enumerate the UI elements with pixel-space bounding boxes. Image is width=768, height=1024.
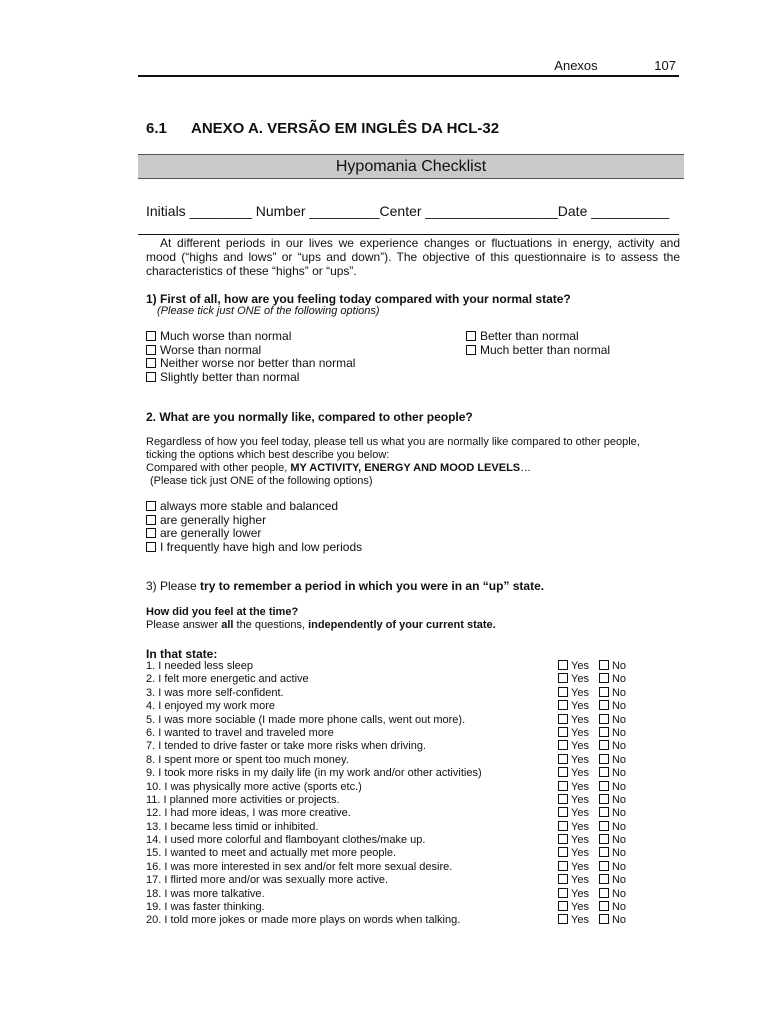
yes-no-options (558, 687, 626, 700)
yes-no-options (558, 861, 626, 874)
q2-instruction: (Please tick just ONE of the following options) (150, 475, 373, 487)
yes-checkbox[interactable] (558, 700, 568, 710)
yes-no-options (558, 740, 626, 753)
yes-checkbox[interactable] (558, 767, 568, 777)
checkbox[interactable] (146, 331, 156, 341)
no-label: No (611, 673, 627, 686)
q1-option[interactable]: Worse than normal (146, 344, 355, 358)
no-checkbox[interactable] (599, 781, 609, 791)
no-label: No (611, 660, 627, 672)
no-label: No (611, 847, 627, 860)
yes-no-options (558, 807, 626, 820)
checkbox[interactable] (146, 515, 156, 525)
no-label: No (611, 726, 627, 739)
no-checkbox[interactable] (599, 740, 609, 750)
q3-how: How did you feel at the time? (146, 606, 299, 618)
q3-question: 3) Please try to remember a period in which you were in an “up” state. (146, 579, 545, 593)
yes-label: Yes (571, 820, 589, 833)
checkbox[interactable] (146, 501, 156, 511)
yes-no-options (558, 714, 626, 727)
fields-rule (138, 234, 679, 235)
q1-option[interactable]: Neither worse nor better than normal (146, 357, 355, 371)
checklist-item-text: 7. I tended to drive faster or take more risks when driving. (146, 740, 427, 753)
no-checkbox[interactable] (599, 807, 609, 817)
no-label: No (611, 874, 627, 887)
yes-label: Yes (571, 713, 589, 726)
q2-option[interactable]: I frequently have high and low periods (146, 541, 362, 555)
checklist-item-text: 1. I needed less sleep (146, 660, 254, 672)
yes-checkbox[interactable] (558, 673, 568, 683)
checkbox[interactable] (466, 331, 476, 341)
no-checkbox[interactable] (599, 861, 609, 871)
no-checkbox[interactable] (599, 700, 609, 710)
identification-fields: Initials ________ Number _________Center _________________Date __________ (146, 203, 670, 219)
yes-label: Yes (571, 807, 589, 820)
yes-checkbox[interactable] (558, 794, 568, 804)
checklist-item-text: 6. I wanted to travel and traveled more (146, 726, 334, 739)
checklist-item-text: 5. I was more sociable (I made more phone calls, went out more). (146, 713, 466, 726)
checklist-item-text: 19. I was faster thinking. (146, 901, 265, 914)
q1-options-left (146, 330, 355, 384)
yes-no-options (558, 727, 626, 740)
checklist-item-text: 10. I was physically more active (sports etc.) (146, 780, 362, 793)
checklist-item-text: 20. I told more jokes or made more plays on words when talking. (146, 914, 461, 927)
no-label: No (611, 740, 627, 753)
checklist-item-text: 2. I felt more energetic and active (146, 673, 309, 686)
yes-label: Yes (571, 740, 589, 753)
checklist-item-text: 12. I had more ideas, I was more creative. (146, 807, 351, 820)
checklist-row (146, 834, 646, 847)
checkbox[interactable] (146, 372, 156, 382)
yes-label: Yes (571, 834, 589, 847)
checklist-items (146, 660, 646, 928)
no-label: No (611, 793, 627, 806)
checklist-row (146, 794, 646, 807)
yes-checkbox[interactable] (558, 821, 568, 831)
no-label: No (611, 834, 627, 847)
checklist-item-text: 8. I spent more or spent too much money. (146, 753, 349, 766)
no-label: No (611, 686, 627, 699)
yes-label: Yes (571, 767, 589, 780)
section-title: ANEXO A. VERSÃO EM INGLÊS DA HCL-32 (191, 120, 500, 137)
yes-checkbox[interactable] (558, 914, 568, 924)
yes-checkbox[interactable] (558, 888, 568, 898)
section-number: 6.1 (146, 120, 167, 137)
checklist-row (146, 781, 646, 794)
checklist-item-text: 16. I was more interested in sex and/or felt more sexual desire. (146, 860, 453, 873)
yes-label: Yes (571, 793, 589, 806)
form-title: Hypomania Checklist (138, 154, 684, 179)
no-label: No (611, 887, 627, 900)
q1-instruction: (Please tick just ONE of the following options) (157, 305, 380, 317)
section-heading (146, 120, 499, 137)
yes-label: Yes (571, 860, 589, 873)
checklist-row (146, 807, 646, 820)
yes-no-options (558, 901, 626, 914)
q3-answer-instruction: Please answer all the questions, independently of your current state. (146, 619, 496, 631)
no-label: No (611, 860, 627, 873)
no-label: No (611, 700, 627, 713)
no-checkbox[interactable] (599, 687, 609, 697)
no-checkbox[interactable] (599, 914, 609, 924)
checkbox[interactable] (146, 542, 156, 552)
yes-label: Yes (571, 673, 589, 686)
checkbox[interactable] (466, 345, 476, 355)
yes-checkbox[interactable] (558, 807, 568, 817)
q2-option[interactable]: are generally lower (146, 527, 362, 541)
yes-label: Yes (571, 660, 589, 672)
checklist-row (146, 847, 646, 860)
yes-checkbox[interactable] (558, 687, 568, 697)
q2-options (146, 500, 362, 554)
checkbox[interactable] (146, 358, 156, 368)
checklist-row (146, 767, 646, 780)
no-label: No (611, 807, 627, 820)
no-label: No (611, 713, 627, 726)
yes-checkbox[interactable] (558, 901, 568, 911)
checklist-row (146, 901, 646, 914)
q2-question: 2. What are you normally like, compared to other people? (146, 410, 473, 424)
yes-checkbox[interactable] (558, 740, 568, 750)
no-checkbox[interactable] (599, 821, 609, 831)
checklist-row (146, 727, 646, 740)
yes-label: Yes (571, 887, 589, 900)
running-header (554, 58, 676, 73)
checklist-row (146, 700, 646, 713)
yes-no-options (558, 754, 626, 767)
yes-checkbox[interactable] (558, 834, 568, 844)
checklist-row (146, 687, 646, 700)
checklist-item-text: 13. I became less timid or inhibited. (146, 820, 319, 833)
checklist-item-text: 17. I flirted more and/or was sexually more active. (146, 874, 389, 887)
yes-no-options (558, 847, 626, 860)
yes-no-options (558, 660, 626, 673)
checkbox[interactable] (146, 528, 156, 538)
no-checkbox[interactable] (599, 673, 609, 683)
yes-label: Yes (571, 914, 589, 927)
no-checkbox[interactable] (599, 874, 609, 884)
yes-checkbox[interactable] (558, 861, 568, 871)
checklist-row (146, 673, 646, 686)
checklist-row (146, 888, 646, 901)
yes-label: Yes (571, 726, 589, 739)
q2-option[interactable]: always more stable and balanced (146, 500, 362, 514)
checklist-item-text: 15. I wanted to meet and actually met more people. (146, 847, 397, 860)
no-label: No (611, 820, 627, 833)
no-checkbox[interactable] (599, 847, 609, 857)
q1-option[interactable]: Much better than normal (466, 344, 610, 358)
no-label: No (611, 901, 627, 914)
no-label: No (611, 914, 627, 927)
q2-compared-line: Compared with other people, MY ACTIVITY, ENERGY AND MOOD LEVELS… (146, 462, 532, 474)
intro-paragraph: At different periods in our lives we experience changes or fluctuations in energy, activity and mood (“highs and lows” or “ups and down”). The objective of this questionnaire is to assess the characteristics of these “highs” or “ups”. (146, 236, 680, 278)
yes-checkbox[interactable] (558, 847, 568, 857)
yes-label: Yes (571, 753, 589, 766)
checklist-item-text: 14. I used more colorful and flamboyant clothes/make up. (146, 834, 426, 847)
checklist-item-text: 9. I took more risks in my daily life (in my work and/or other activities) (146, 767, 482, 780)
yes-no-options (558, 821, 626, 834)
no-checkbox[interactable] (599, 754, 609, 764)
yes-checkbox[interactable] (558, 660, 568, 670)
yes-no-options (558, 914, 626, 927)
yes-label: Yes (571, 901, 589, 914)
q1-option[interactable]: Better than normal (466, 330, 610, 344)
no-checkbox[interactable] (599, 714, 609, 724)
yes-checkbox[interactable] (558, 727, 568, 737)
no-checkbox[interactable] (599, 727, 609, 737)
page-number: 107 (654, 58, 676, 73)
yes-label: Yes (571, 700, 589, 713)
checklist-row (146, 874, 646, 887)
yes-label: Yes (571, 780, 589, 793)
q2-option[interactable]: are generally higher (146, 514, 362, 528)
yes-checkbox[interactable] (558, 781, 568, 791)
checklist-row (146, 714, 646, 727)
checklist-row (146, 914, 646, 927)
checklist-item-text: 11. I planned more activities or projects. (146, 793, 340, 806)
checklist-row (146, 861, 646, 874)
checklist-row (146, 660, 646, 673)
checklist-row (146, 821, 646, 834)
yes-no-options (558, 700, 626, 713)
checklist-row (146, 740, 646, 753)
yes-no-options (558, 874, 626, 887)
yes-no-options (558, 794, 626, 807)
checklist-row (146, 754, 646, 767)
q1-option[interactable]: Slightly better than normal (146, 371, 355, 385)
q2-paragraph: Regardless of how you feel today, please tell us what you are normally like compared to other people, ticking the options which best describe you below: Compared with other people, MY ACTIVITY, ENERGY AND MOOD LEVELS… (Please tick just ONE of the following options) (146, 436, 686, 488)
no-checkbox[interactable] (599, 901, 609, 911)
yes-checkbox[interactable] (558, 874, 568, 884)
checkbox[interactable] (146, 345, 156, 355)
no-checkbox[interactable] (599, 794, 609, 804)
yes-checkbox[interactable] (558, 714, 568, 724)
yes-no-options (558, 767, 626, 780)
checklist-item-text: 3. I was more self-confident. (146, 686, 284, 699)
header-section: Anexos (554, 58, 598, 73)
no-checkbox[interactable] (599, 834, 609, 844)
yes-label: Yes (571, 847, 589, 860)
no-checkbox[interactable] (599, 767, 609, 777)
checklist-item-text: 4. I enjoyed my work more (146, 700, 275, 713)
yes-label: Yes (571, 686, 589, 699)
no-label: No (611, 780, 627, 793)
no-label: No (611, 767, 627, 780)
yes-label: Yes (571, 874, 589, 887)
yes-no-options (558, 834, 626, 847)
no-checkbox[interactable] (599, 660, 609, 670)
yes-no-options (558, 781, 626, 794)
yes-no-options (558, 673, 626, 686)
q1-options-right (466, 330, 610, 357)
yes-no-options (558, 888, 626, 901)
no-checkbox[interactable] (599, 888, 609, 898)
yes-checkbox[interactable] (558, 754, 568, 764)
no-label: No (611, 753, 627, 766)
header-rule (138, 75, 679, 77)
checklist-item-text: 18. I was more talkative. (146, 887, 265, 900)
in-that-state-label: In that state: (146, 647, 218, 661)
q1-question: 1) First of all, how are you feeling today compared with your normal state? (146, 292, 571, 306)
q1-option[interactable]: Much worse than normal (146, 330, 355, 344)
